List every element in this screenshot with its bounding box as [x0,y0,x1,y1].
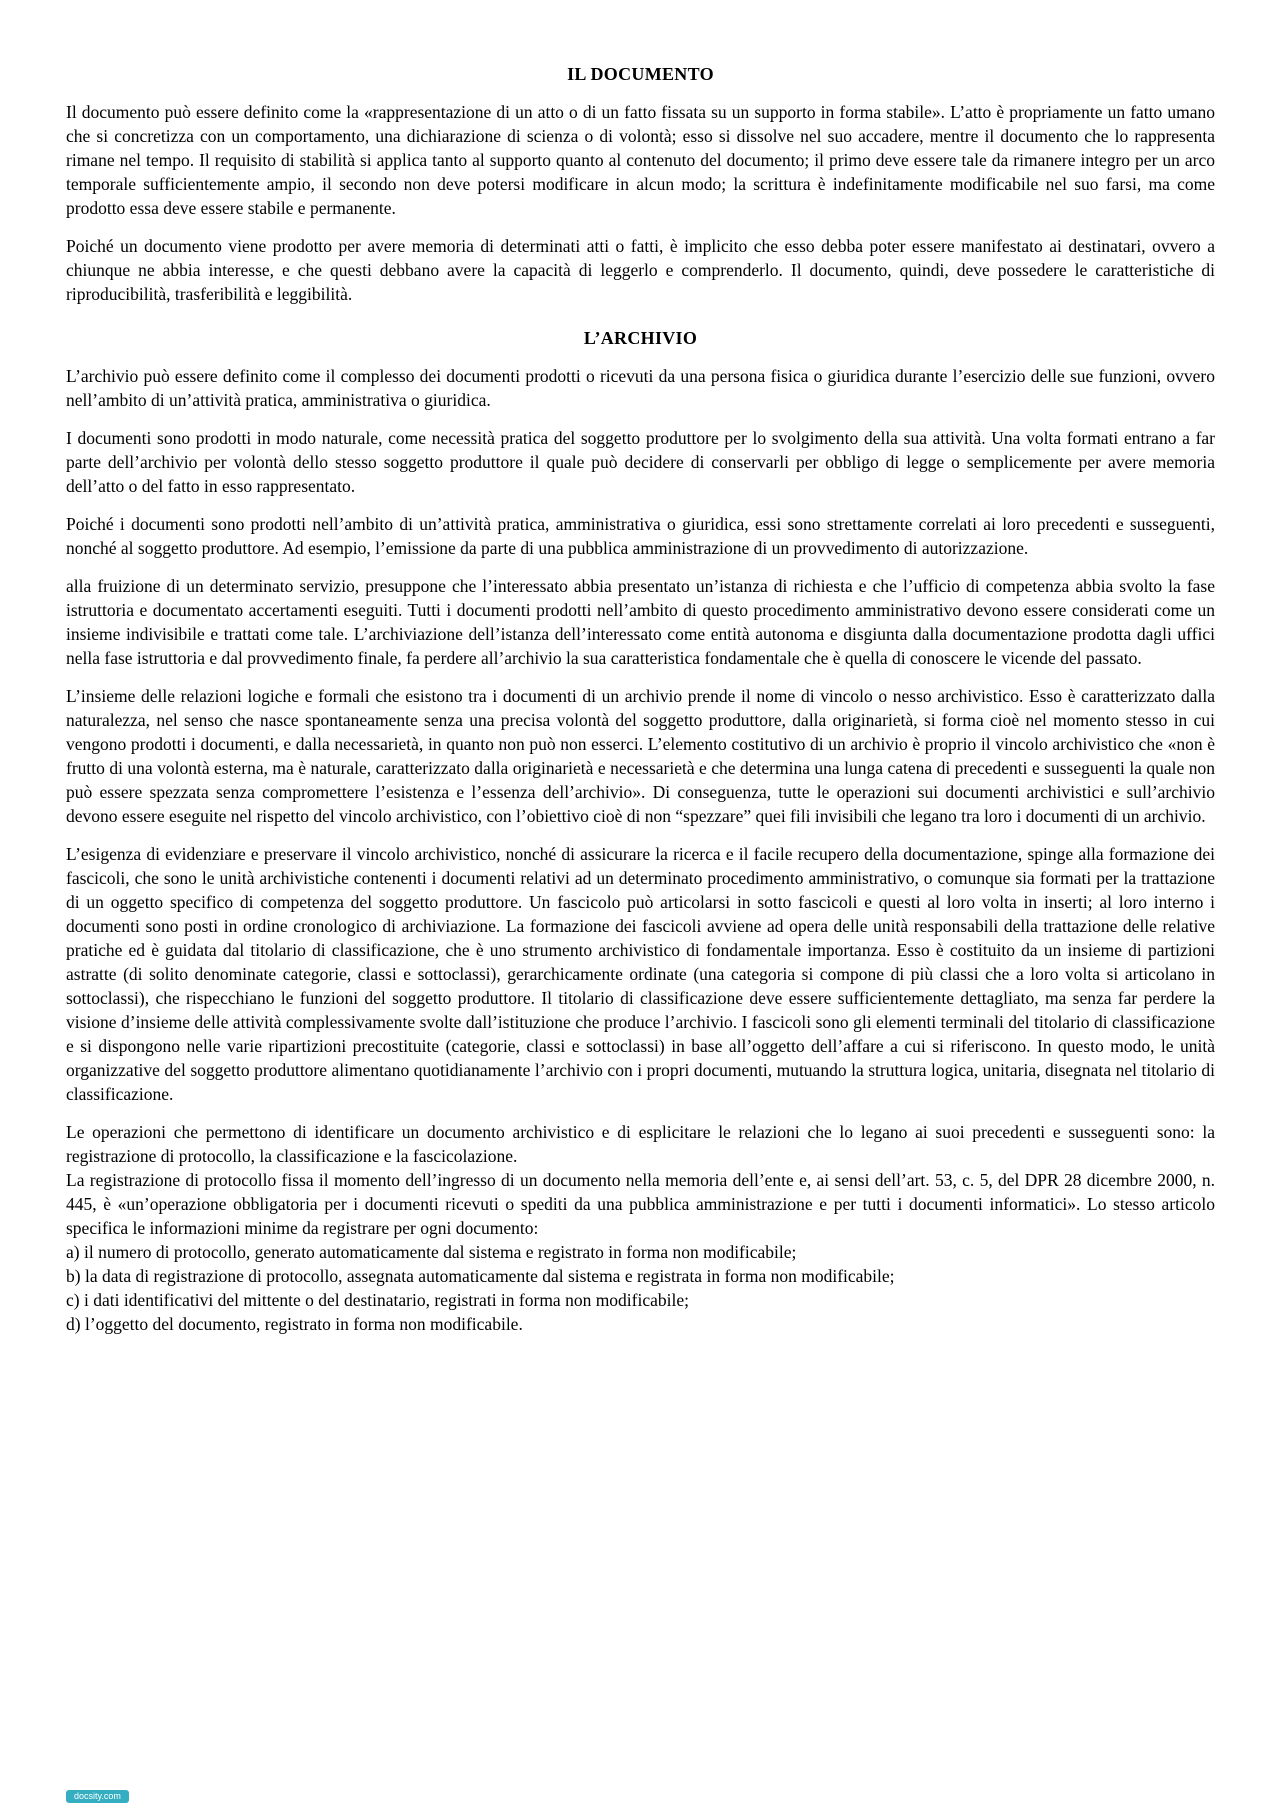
list-item-d: d) l’oggetto del documento, registrato in forma non modificabile. [66,1314,523,1334]
paragraph: Poiché un documento viene prodotto per avere memoria di determinati atti o fatti, è implicito che esso debba poter essere manifestato ai destinatari, ovvero a chiunque ne abbia interesse, e che questi debbano avere la capacità di leggerlo e comprenderlo. Il documento, quindi, deve possedere le caratteristiche di riproducibilità, trasferibilità e leggibilità. [66,236,1215,304]
paragraph: I documenti sono prodotti in modo naturale, come necessità pratica del soggetto produttore per lo svolgimento della sua attività. Una volta formati entrano a far parte dell’archivio per volontà dello stesso soggetto produttore il quale può decidere di conservarli per obbligo di legge o semplicemente per avere memoria dell’atto o del fatto in esso rappresentato. [66,428,1215,496]
list-item-b: b) la data di registrazione di protocollo, assegnata automaticamente dal sistema e registrata in forma non modificabile; [66,1266,895,1286]
paragraph: Poiché i documenti sono prodotti nell’ambito di un’attività pratica, amministrativa o giuridica, essi sono strettamente correlati ai loro precedenti e susseguenti, nonché al soggetto produttore. Ad esempio, l’emissione da parte di una pubblica amministrazione di un provvedimento di autorizzazione. [66,514,1215,558]
heading-il-documento: IL DOCUMENTO [567,64,714,84]
list-item-c: c) i dati identificativi del mittente o del destinatario, registrati in forma non modificabile; [66,1290,690,1310]
heading-archivio: L’ARCHIVIO [583,328,698,348]
paragraph: L’esigenza di evidenziare e preservare il vincolo archivistico, nonché di assicurare la ricerca e il facile recupero della documentazione, spinge alla formazione dei fascicoli, che sono le unità archivistiche contenenti i documenti relativi ad un determinato procedimento amministrativo, o comunque sia formati per la trattazione di un oggetto specifico di competenza del soggetto produttore. Un fascicolo può articolarsi in sotto fascicoli e questi al loro volta in inserti; al loro interno i documenti sono posti in ordine cronologico di archiviazione. La formazione dei fascicoli avviene ad opera delle unità responsabili della trattazione delle relative pratiche ed è guidata dal titolario di classificazione, che è uno strumento archivistico di fondamentale importanza. Esso è costituito da un insieme di partizioni astratte (di solito denominate categorie, classi e sottoclassi), gerarchicamente ordinate (una categoria si compone di più classi che a loro volta si articolano in sottoclassi), che rispecchiano le funzioni del soggetto produttore. Il titolario di classificazione deve essere sufficientemente dettagliato, ma senza far perdere la visione d’insieme delle attività complessivamente svolte dall’istituzione che produce l’archivio. I fascicoli sono gli elementi terminali del titolario di classificazione e si dispongono nelle varie ripartizioni precostituite (categorie, classi e sottoclassi) in base all’oggetto dell’affare a cui si riferiscono. In questo modo, le unità organizzative del soggetto produttore alimentano quotidianamente l’archivio con i propri documenti, mutuando la struttura logica, unitaria, disegnata nel titolario di classificazione. [66,844,1215,1104]
paragraph: La registrazione di protocollo fissa il momento dell’ingresso di un documento nella memoria dell’ente e, ai sensi dell’art. 53, c. 5, del DPR 28 dicembre 2000, n. 445, è «un’operazione obbligatoria per i documenti ricevuti o spediti da una pubblica amministrazione e per tutti i documenti informatici». Lo stesso articolo specifica le informazioni minime da registrare per ogni documento: [66,1170,1215,1238]
paragraph: L’archivio può essere definito come il complesso dei documenti prodotti o ricevuti da una persona fisica o giuridica durante l’esercizio delle sue funzioni, ovvero nell’ambito di un’attività pratica, amministrativa o giuridica. [66,366,1215,410]
paragraph: L’insieme delle relazioni logiche e formali che esistono tra i documenti di un archivio prende il nome di vincolo o nesso archivistico. Esso è caratterizzato dalla naturalezza, nel senso che nasce spontaneamente senza una precisa volontà del soggetto produttore, dalla originarietà, si forma cioè nel momento stesso in cui vengono prodotti i documenti, e dalla necessarietà, in quanto non può non esserci. L’elemento costitutivo di un archivio è proprio il vincolo archivistico che «non è frutto di una volontà esterna, ma è naturale, caratterizzato dalla originarietà e necessarietà e che determina una lunga catena di precedenti e susseguenti la quale non può essere spezzata senza compromettere l’esistenza e l’essenza dell’archivio». Di conseguenza, tutte le operazioni sui documenti archivistici e sull’archivio devono essere eseguite nel rispetto del vincolo archivistico, con l’obiettivo cioè di non “spezzare” quei fili invisibili che legano tra loro i documenti di un archivio. [66,686,1215,826]
paragraph: Il documento può essere definito come la «rappresentazione di un atto o di un fatto fissata su un supporto in forma stabile». L’atto è propriamente un fatto umano che si concretizza con un comportamento, una dichiarazione di scienza o di volontà; esso si dissolve nel suo accadere, mentre il documento che lo rappresenta rimane nel tempo. Il requisito di stabilità si applica tanto al supporto quanto al contenuto del documento; il primo deve essere tale da rimanere integro per un arco temporale sufficientemente ampio, il secondo non deve potersi modificare in alcun modo; la scrittura è indefinitamente modificabile nel suo farsi, ma come prodotto essa deve essere stabile e permanente. [66,102,1215,218]
paragraph: Le operazioni che permettono di identificare un documento archivistico e di esplicitare le relazioni che lo legano ai suoi precedenti e susseguenti sono: la registrazione di protocollo, la classificazione e la fascicolazione. [66,1122,1215,1166]
paragraph: alla fruizione di un determinato servizio, presuppone che l’interessato abbia presentato un’istanza di richiesta e che l’ufficio di competenza abbia svolto la fase istruttoria e documentato accertamenti eseguiti. Tutti i documenti prodotti nell’ambito di questo procedimento amministrativo devono essere considerati come un insieme indivisibile e trattati come tale. L’archiviazione dell’istanza dell’interessato come entità autonoma e disgiunta dalla documentazione prodotta dagli uffici nella fase istruttoria e dal provvedimento finale, fa perdere all’archivio la sua caratteristica fondamentale che è quella di conoscere le vicende del passato. [66,576,1215,668]
docsity-badge[interactable]: docsity.com [66,1790,129,1803]
list-item-a: a) il numero di protocollo, generato automaticamente dal sistema e registrato in forma non modificabile; [66,1242,797,1262]
